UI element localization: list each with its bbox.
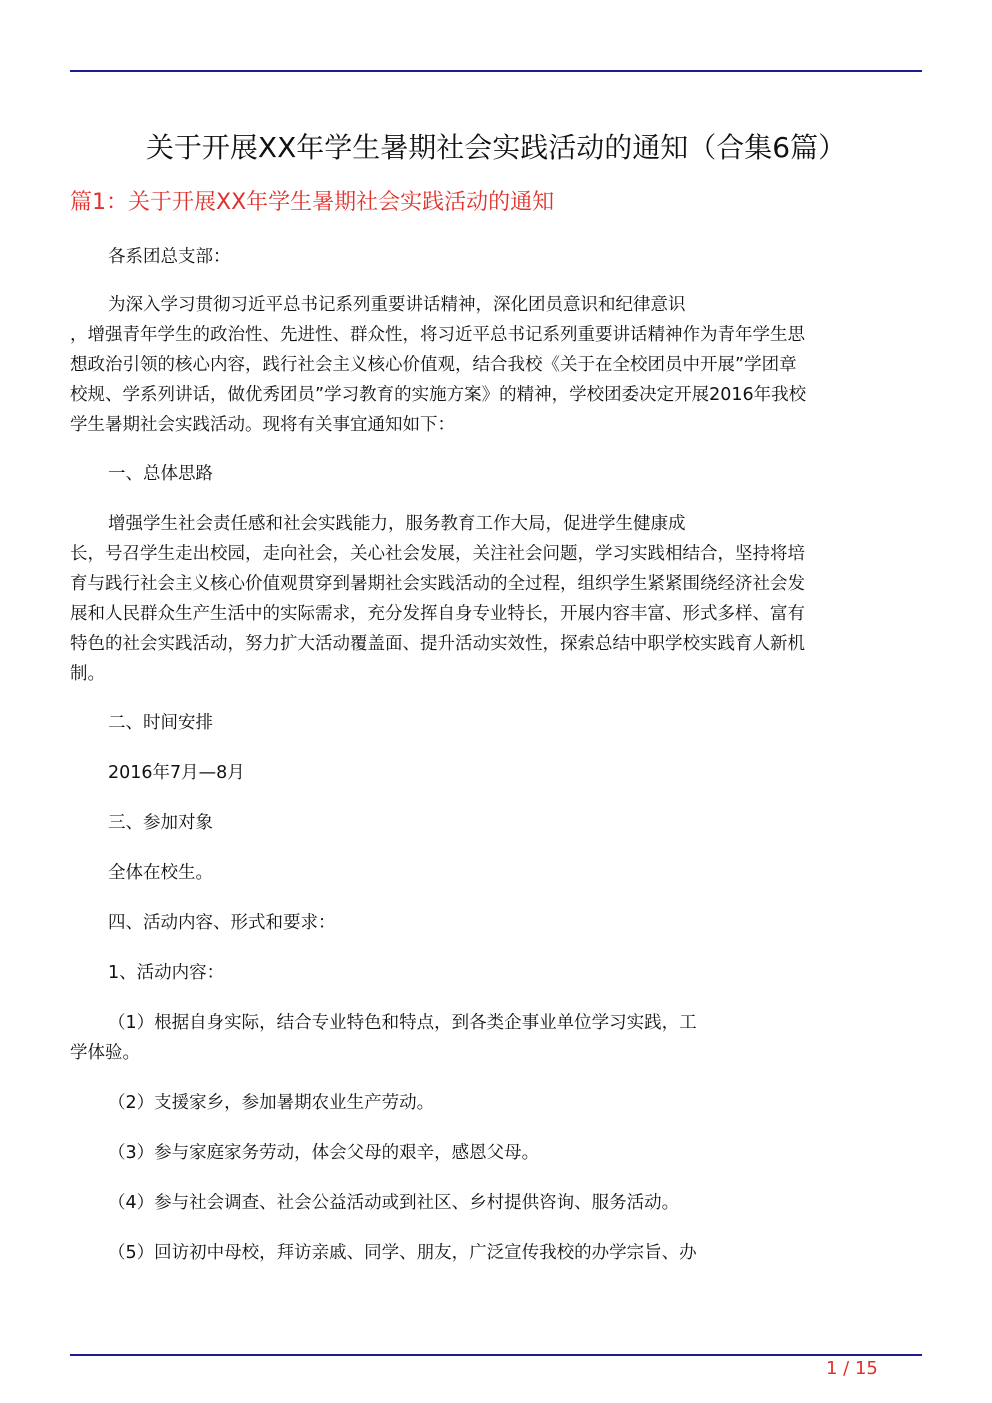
salutation	[70, 242, 922, 272]
footer-rule	[70, 1354, 922, 1356]
paragraph-line: 2016年7月—8月	[108, 763, 245, 783]
section1-heading	[70, 459, 922, 489]
section3-body	[70, 858, 922, 888]
paragraph-line: （3）参与家庭家务劳动，体会父母的艰辛，感恩父母。	[108, 1143, 540, 1163]
subsection-title: 1、活动内容：	[108, 963, 225, 983]
paragraph-line: 展和人民群众生产生活中的实际需求，充分发挥自身专业特长，开展内容丰富、形式多样、富有	[70, 604, 805, 624]
paragraph-line: 全体在校生。	[108, 863, 213, 883]
list-item-5	[70, 1238, 922, 1268]
page-number: 1 / 15	[826, 1358, 878, 1379]
section2-heading	[70, 708, 922, 738]
section3-heading	[70, 808, 922, 838]
paragraph-line: 长，号召学生走出校园，走向社会，关心社会发展，关注社会问题，学习实践相结合，坚持将培	[70, 544, 805, 564]
section-title: 一、总体思路	[108, 464, 213, 484]
section1-paragraph	[70, 509, 922, 689]
subsection1-heading	[70, 958, 922, 988]
section4-heading	[70, 908, 922, 938]
section-title: 三、参加对象	[108, 813, 213, 833]
paragraph-line: 特色的社会实践活动，努力扩大活动覆盖面、提升活动实效性，探索总结中职学校实践育人新机	[70, 634, 805, 654]
salutation-text: 各系团总支部：	[108, 247, 231, 267]
section-title: 四、活动内容、形式和要求：	[108, 913, 336, 933]
header-rule	[70, 70, 922, 72]
paragraph-line: （5）回访初中母校，拜访亲戚、同学、朋友，广泛宣传我校的办学宗旨、办	[108, 1243, 697, 1263]
intro-paragraph	[70, 290, 922, 440]
list-item-3	[70, 1138, 922, 1168]
list-item-2	[70, 1088, 922, 1118]
section-title: 二、时间安排	[108, 713, 213, 733]
paragraph-line: ，增强青年学生的政治性、先进性、群众性，将习近平总书记系列重要讲话精神作为青年学生思	[70, 325, 805, 345]
paragraph-line: （2）支援家乡，参加暑期农业生产劳动。	[108, 1093, 435, 1113]
paragraph-line: 育与践行社会主义核心价值观贯穿到暑期社会实践活动的全过程，组织学生紧紧围绕经济社会发	[70, 574, 805, 594]
paragraph-line: （1）根据自身实际，结合专业特色和特点，到各类企事业单位学习实践，工	[108, 1013, 697, 1033]
paragraph-line: 制。	[70, 664, 105, 684]
section-heading: 篇1：关于开展XX年学生暑期社会实践活动的通知	[70, 190, 555, 215]
paragraph-line: 增强学生社会责任感和社会实践能力，服务教育工作大局，促进学生健康成	[108, 514, 686, 534]
section2-body	[70, 758, 922, 788]
list-item-4	[70, 1188, 922, 1218]
paragraph-line: （4）参与社会调查、社会公益活动或到社区、乡村提供咨询、服务活动。	[108, 1193, 680, 1213]
paragraph-line: 想政治引领的核心内容，践行社会主义核心价值观，结合我校《关于在全校团员中开展”学团章	[70, 355, 797, 375]
paragraph-line: 学生暑期社会实践活动。现将有关事宜通知如下：	[70, 415, 455, 435]
paragraph-line: 校规、学系列讲话，做优秀团员”学习教育的实施方案》的精神，学校团委决定开展2016年我校	[70, 385, 807, 405]
document-title: 关于开展XX年学生暑期社会实践活动的通知（合集6篇）	[145, 131, 847, 164]
list-item-1	[70, 1008, 922, 1068]
paragraph-line: 为深入学习贯彻习近平总书记系列重要讲话精神，深化团员意识和纪律意识	[108, 295, 686, 315]
paragraph-line: 学体验。	[70, 1043, 140, 1063]
